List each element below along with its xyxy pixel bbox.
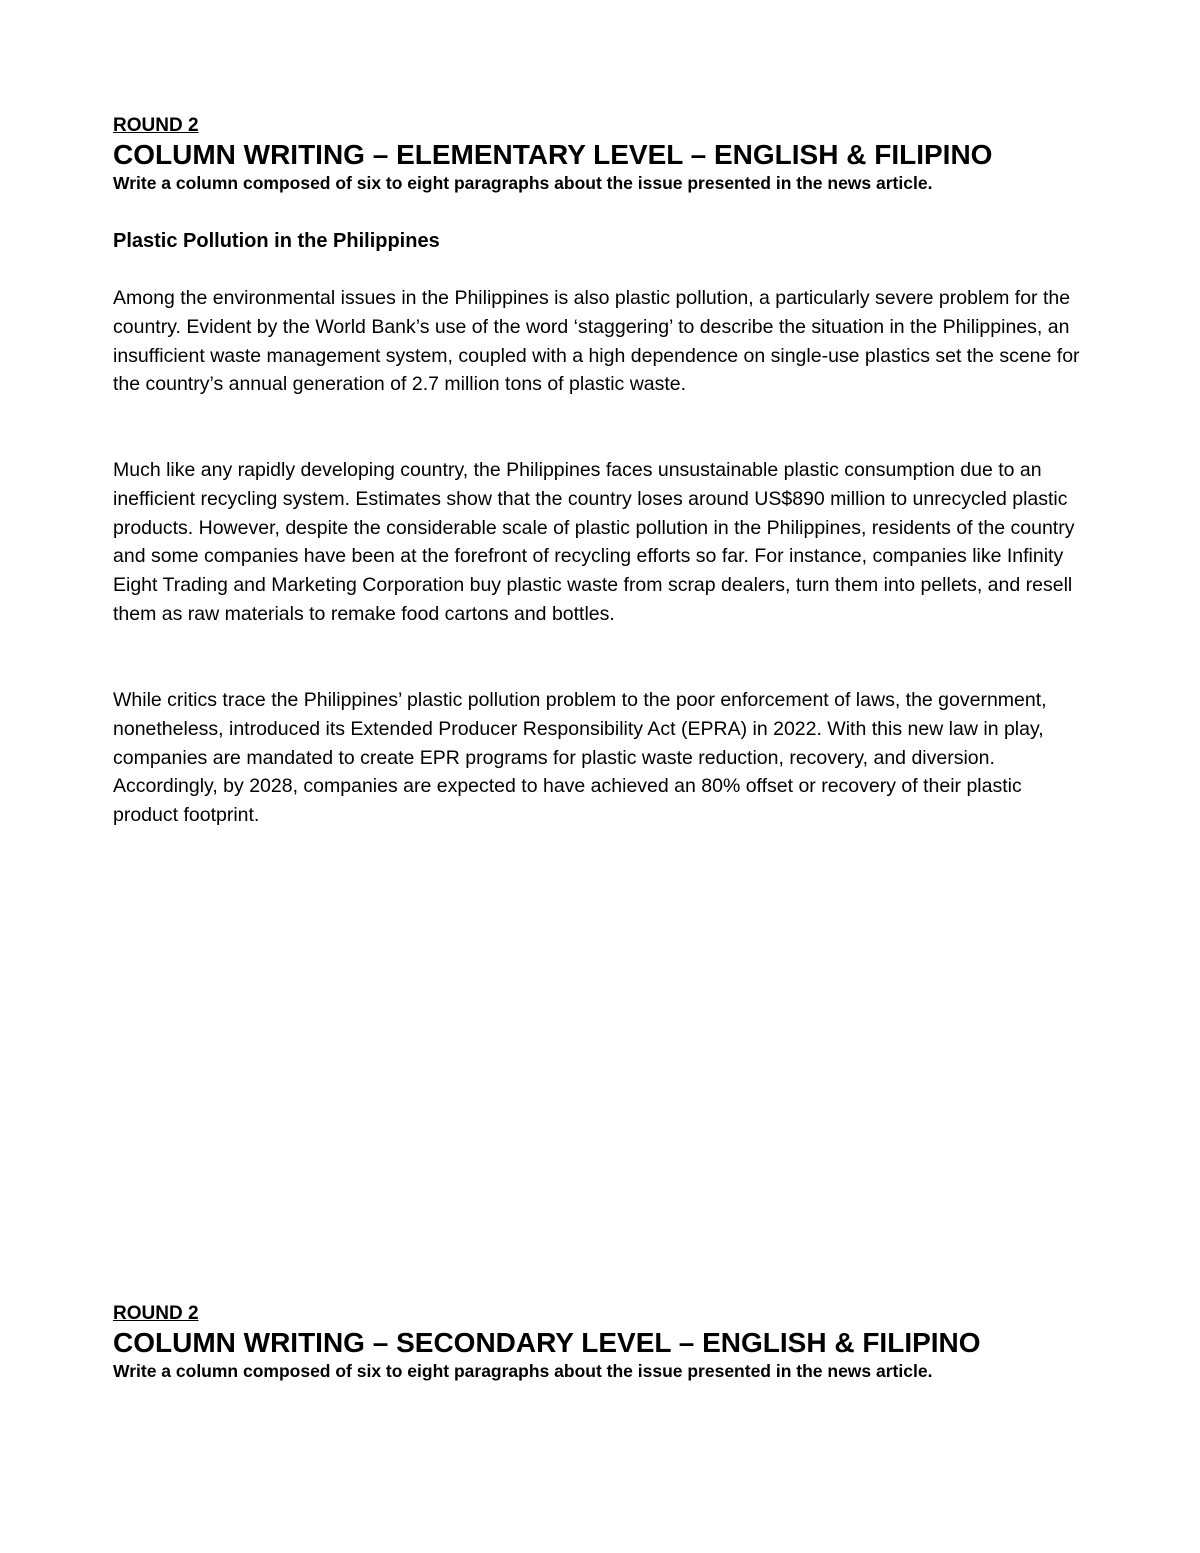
paragraph-text: Among the environmental issues in the Philippines is also plastic pollution, a particularly severe problem for the country. Evident by the World Bank’s use of the word ‘staggering’ to describe the situation in the Philippines, an insufficient waste management system, coupled with a high dependence on single-use plastics set the scene for the country’s annual generation of 2.7 million tons of plastic waste. — [113, 287, 1080, 396]
section-heading: COLUMN WRITING – ELEMENTARY LEVEL – ENGLISH & FILIPINO — [113, 139, 993, 170]
round-label: ROUND 2 — [113, 115, 199, 136]
article-paragraph-1 — [113, 284, 1088, 399]
paragraph-text: Much like any rapidly developing country, the Philippines faces unsustainable plastic consumption due to an inefficient recycling system. Estimates show that the country loses around US$890 million to unrecycled plastic products. However, despite the considerable scale of plastic pollution in the Philippines, residents of the country and some companies have been at the forefront of recycling efforts so far. For instance, companies like Infinity Eight Trading and Marketing Corporation buy plastic waste from scrap dealers, turn them into pellets, and resell them as raw materials to remake food cartons and bottles. — [113, 459, 1075, 625]
secondary-section-header — [113, 1302, 1088, 1382]
article-title-block — [113, 228, 1088, 254]
instruction-text: Write a column composed of six to eight paragraphs about the issue presented in the news article. — [113, 1361, 933, 1381]
elementary-section-header — [113, 114, 1088, 194]
section-heading: COLUMN WRITING – SECONDARY LEVEL – ENGLISH & FILIPINO — [113, 1327, 981, 1358]
round-label: ROUND 2 — [113, 1303, 199, 1324]
paragraph-text: While critics trace the Philippines’ plastic pollution problem to the poor enforcement of laws, the government, nonetheless, introduced its Extended Producer Responsibility Act (EPRA) in 2022. With this new law in play, companies are mandated to create EPR programs for plastic waste reduction, recovery, and diversion. Accordingly, by 2028, companies are expected to have achieved an 80% offset or recovery of their plastic product footprint. — [113, 689, 1047, 827]
article-title: Plastic Pollution in the Philippines — [113, 230, 440, 252]
article-paragraph-2 — [113, 456, 1088, 629]
instruction-text: Write a column composed of six to eight paragraphs about the issue presented in the news article. — [113, 173, 933, 193]
article-paragraph-3 — [113, 686, 1088, 830]
